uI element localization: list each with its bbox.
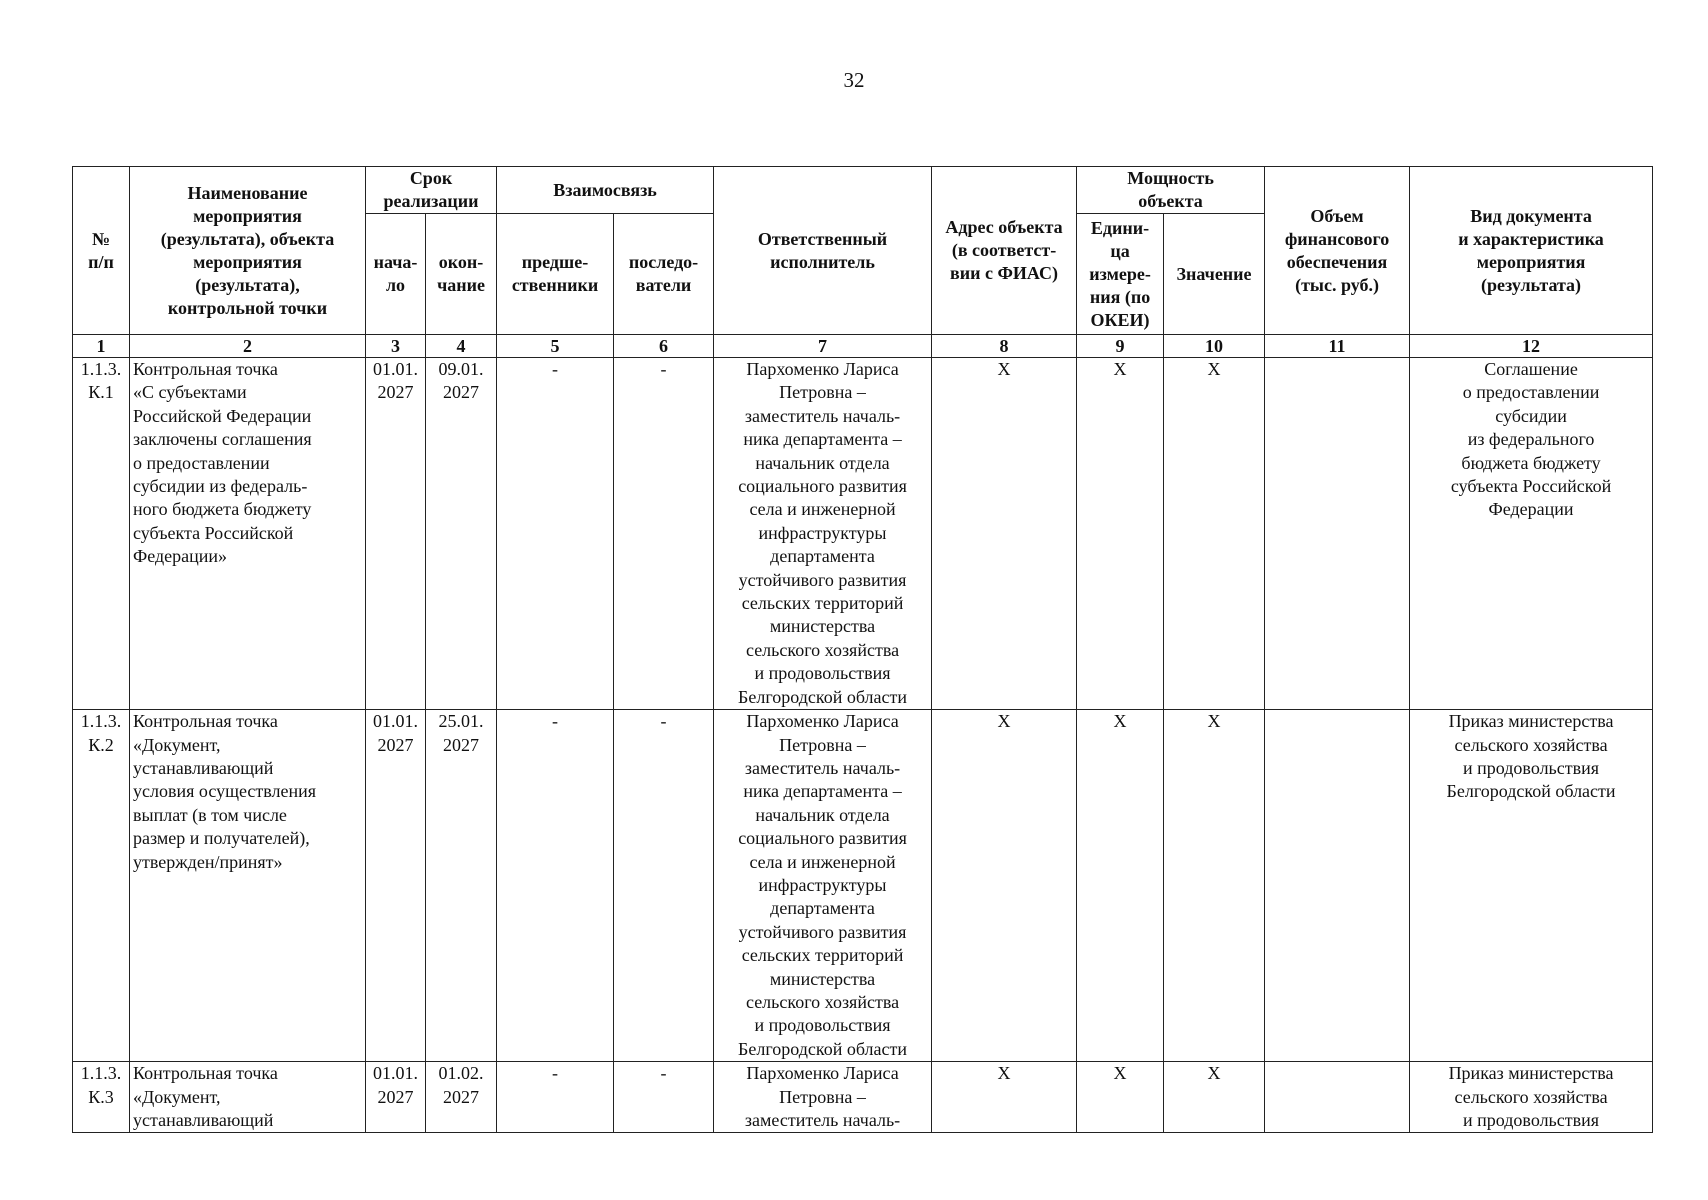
row-value: X	[1164, 358, 1265, 710]
header-executor: Ответственный исполнитель	[714, 167, 932, 335]
header-predecessors: предше- ственники	[497, 214, 614, 335]
row-predecessors: -	[497, 710, 614, 1062]
row-finance	[1265, 1062, 1410, 1133]
row-name: Контрольная точка «Документ, устанавливающий условия осуществления выплат (в том числе размер и получателей), утвержден/принят»	[130, 710, 366, 1062]
column-number: 3	[366, 335, 426, 358]
table-row	[73, 710, 1653, 1062]
header-start: нача- ло	[366, 214, 426, 335]
header-name: Наименование мероприятия (результата), объекта мероприятия (результата), контрольной точки	[130, 167, 366, 335]
row-predecessors: -	[497, 358, 614, 710]
column-number: 2	[130, 335, 366, 358]
row-unit: X	[1077, 710, 1164, 1062]
row-successors: -	[614, 358, 714, 710]
row-successors: -	[614, 1062, 714, 1133]
row-executor: Пархоменко Лариса Петровна – заместитель началь-	[714, 1062, 932, 1133]
page-number: 32	[843, 68, 865, 92]
row-address: X	[932, 1062, 1077, 1133]
header-successors: последо- ватели	[614, 214, 714, 335]
row-predecessors: -	[497, 1062, 614, 1133]
header-period: Срок реализации	[366, 167, 497, 214]
header-doc-type: Вид документа и характеристика мероприятия (результата)	[1410, 167, 1653, 335]
row-start: 01.01. 2027	[366, 1062, 426, 1133]
row-num: 1.1.3. К.3	[73, 1062, 130, 1133]
row-doc-type: Приказ министерства сельского хозяйства и продовольствия Белгородской области	[1410, 710, 1653, 1062]
column-number: 6	[614, 335, 714, 358]
row-finance	[1265, 358, 1410, 710]
column-number: 4	[426, 335, 497, 358]
row-unit: X	[1077, 1062, 1164, 1133]
row-end: 25.01. 2027	[426, 710, 497, 1062]
table-row	[73, 1062, 1653, 1133]
row-name: Контрольная точка «Документ, устанавливающий	[130, 1062, 366, 1133]
header-address: Адрес объекта (в соответст- вии с ФИАС)	[932, 167, 1077, 335]
row-executor: Пархоменко Лариса Петровна – заместитель началь- ника департамента – начальник отдела социального развития села и инженерной инфраструктуры департамента устойчивого развития сельских территорий министерства сельского хозяйства и продовольствия Белгородской области	[714, 710, 932, 1062]
row-start: 01.01. 2027	[366, 358, 426, 710]
row-successors: -	[614, 710, 714, 1062]
row-end: 09.01. 2027	[426, 358, 497, 710]
header-value: Значение	[1164, 214, 1265, 335]
column-number: 1	[73, 335, 130, 358]
row-name: Контрольная точка «С субъектами Российской Федерации заключены соглашения о предоставлении субсидии из федераль- ного бюджета бюджету субъекта Российской Федерации»	[130, 358, 366, 710]
header-finance: Объем финансового обеспечения (тыс. руб.)	[1265, 167, 1410, 335]
row-end: 01.02. 2027	[426, 1062, 497, 1133]
column-number: 8	[932, 335, 1077, 358]
row-executor: Пархоменко Лариса Петровна – заместитель началь- ника департамента – начальник отдела социального развития села и инженерной инфраструктуры департамента устойчивого развития сельских территорий министерства сельского хозяйства и продовольствия Белгородской области	[714, 358, 932, 710]
column-number: 10	[1164, 335, 1265, 358]
row-value: X	[1164, 710, 1265, 1062]
row-start: 01.01. 2027	[366, 710, 426, 1062]
column-number: 11	[1265, 335, 1410, 358]
row-num: 1.1.3. К.2	[73, 710, 130, 1062]
column-number: 7	[714, 335, 932, 358]
column-number: 5	[497, 335, 614, 358]
row-doc-type: Соглашение о предоставлении субсидии из федерального бюджета бюджету субъекта Российской Федерации	[1410, 358, 1653, 710]
row-address: X	[932, 710, 1077, 1062]
table-row	[73, 358, 1653, 710]
row-doc-type: Приказ министерства сельского хозяйства и продовольствия	[1410, 1062, 1653, 1133]
row-unit: X	[1077, 358, 1164, 710]
column-number: 12	[1410, 335, 1653, 358]
row-num: 1.1.3. К.1	[73, 358, 130, 710]
header-num: № п/п	[73, 167, 130, 335]
header-unit: Едини- ца измере- ния (по ОКЕИ)	[1077, 214, 1164, 335]
row-address: X	[932, 358, 1077, 710]
table-header	[73, 167, 1653, 358]
row-finance	[1265, 710, 1410, 1062]
column-number: 9	[1077, 335, 1164, 358]
column-number-row	[73, 335, 1653, 358]
header-end: окон- чание	[426, 214, 497, 335]
header-relation: Взаимосвязь	[497, 167, 714, 214]
activities-table	[72, 166, 1653, 1133]
row-value: X	[1164, 1062, 1265, 1133]
header-capacity: Мощность объекта	[1077, 167, 1265, 214]
